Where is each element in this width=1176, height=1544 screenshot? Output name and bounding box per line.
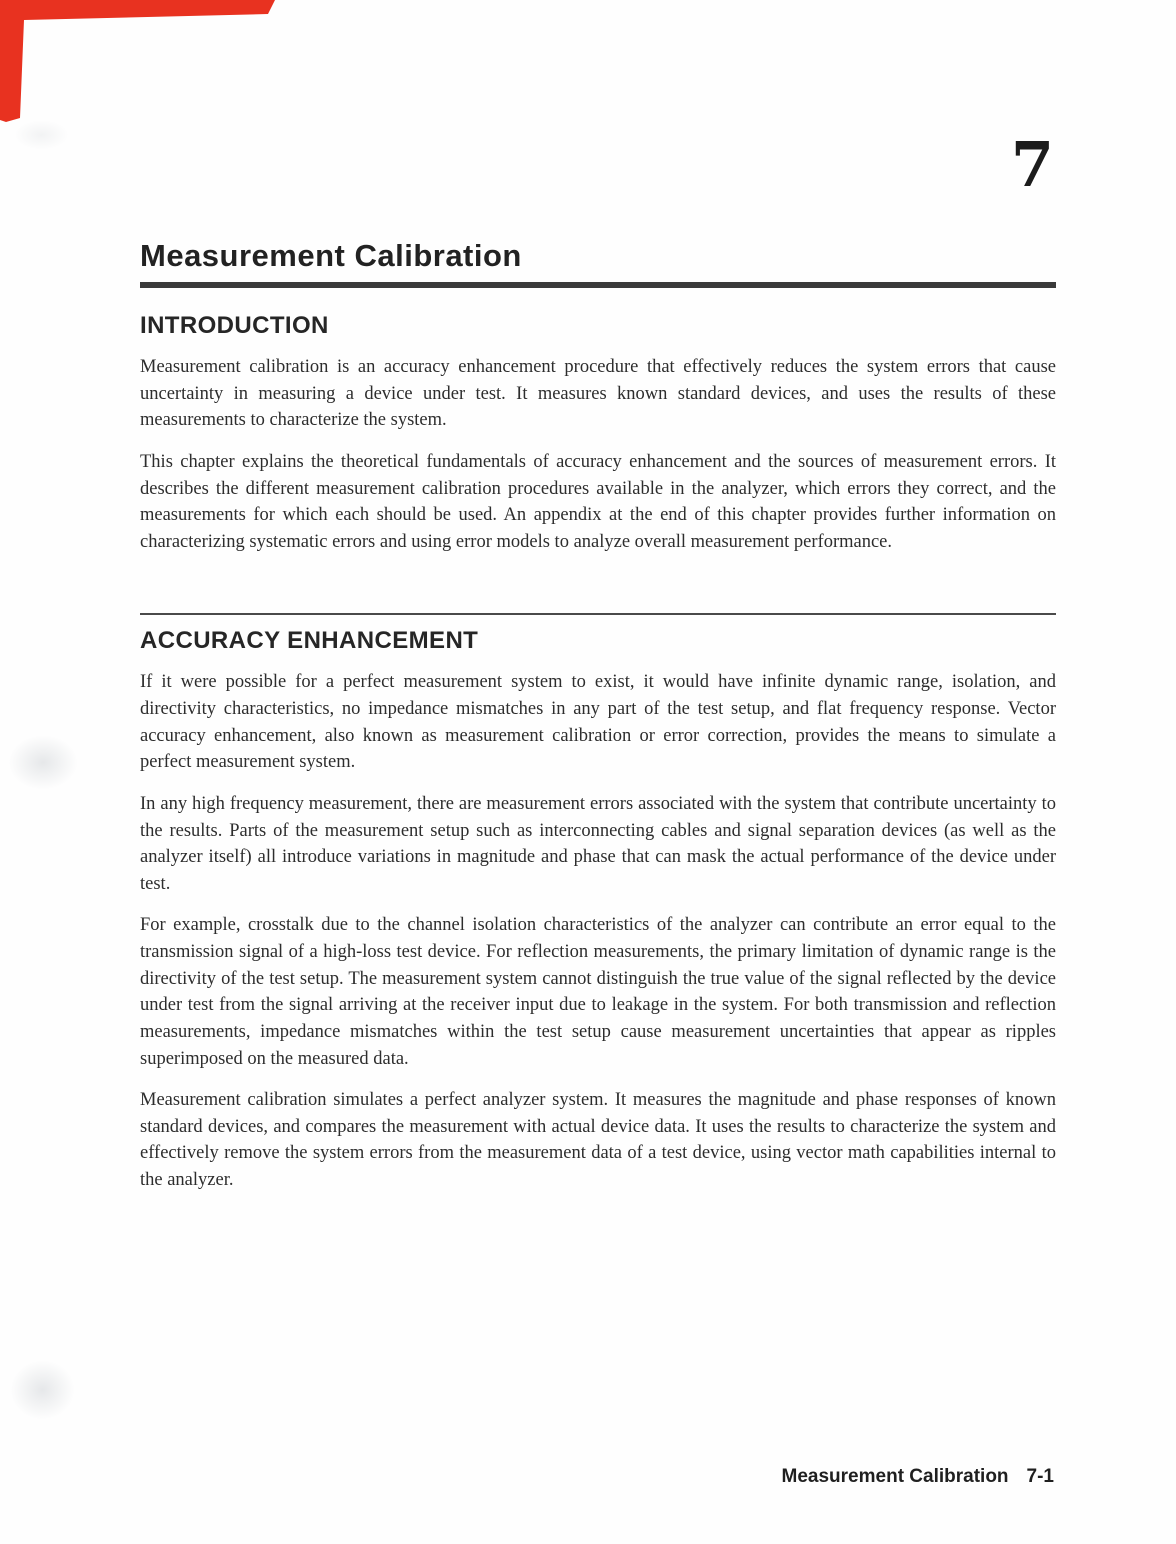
page-content: [140, 238, 1056, 1209]
footer-title: Measurement Calibration: [781, 1466, 1009, 1487]
paragraph: Measurement calibration is an accuracy enhancement procedure that effectively reduces the system errors that cause uncertainty in measuring a device under test. It measures known standard devices, and uses the results of these measurements to characterize the system.: [140, 357, 1056, 431]
title-rule: [140, 282, 1056, 288]
section-heading-introduction: INTRODUCTION: [140, 312, 329, 339]
paragraph: This chapter explains the theoretical fundamentals of accuracy enhancement and the sources of measurement errors. It describes the different measurement calibration procedures available in the analyzer, which errors they correct, and the measurements for which each should be used. An appendix at the end of this chapter provides further information on characterizing systematic errors and using error models to analyze overall measurement performance.: [140, 451, 1056, 552]
paragraph: In any high frequency measurement, there are measurement errors associated with the system that contribute uncertainty to the results. Parts of the measurement setup such as interconnecting cables and signal separation devices (as well as the analyzer itself) all introduce variations in magnitude and phase that can mask the actual performance of the device under test.: [140, 793, 1056, 894]
paragraph: If it were possible for a perfect measurement system to exist, it would have infinite dynamic range, isolation, and directivity characteristics, no impedance mismatches in any part of the test setup, and flat frequency response. Vector accuracy enhancement, also known as measurement calibration or error correction, provides the means to simulate a perfect measurement system.: [140, 672, 1056, 773]
section-introduction: [140, 312, 1056, 555]
paragraph: Measurement calibration simulates a perfect analyzer system. It measures the magnitude and phase responses of known standard devices, and compares the measurement with actual device data. It uses the results to characterize the system and effectively remove the system errors from the measurement data of a test device, using vector math capabilities internal to the analyzer.: [140, 1090, 1056, 1190]
paragraph: For example, crosstalk due to the channel isolation characteristics of the analyzer can contribute an error equal to the transmission signal of a high-loss test device. For reflection measurements, the primary limitation of dynamic range is the directivity of the test setup. The measurement system cannot distinguish the true value of the signal reflected by the device under test from the signal arriving at the receiver input due to leakage in the system. For both transmission and reflection measurements, impedance mismatches within the test setup cause measurement uncertainties that appear as ripples superimposed on the measured data.: [140, 915, 1056, 1069]
section-heading-accuracy-enhancement: ACCURACY ENHANCEMENT: [140, 627, 479, 655]
page-title: Measurement Calibration: [140, 238, 522, 273]
chapter-number: 7: [1010, 128, 1054, 201]
footer-page-number: 7-1: [1026, 1466, 1054, 1487]
section-divider-rule: [140, 613, 1056, 615]
red-scan-artifact: [0, 0, 275, 122]
scan-smudge: [10, 1360, 75, 1420]
scan-smudge: [14, 120, 69, 150]
scan-smudge: [8, 735, 78, 790]
page-footer: [782, 1466, 1054, 1488]
section-accuracy-enhancement: [140, 627, 1056, 1193]
